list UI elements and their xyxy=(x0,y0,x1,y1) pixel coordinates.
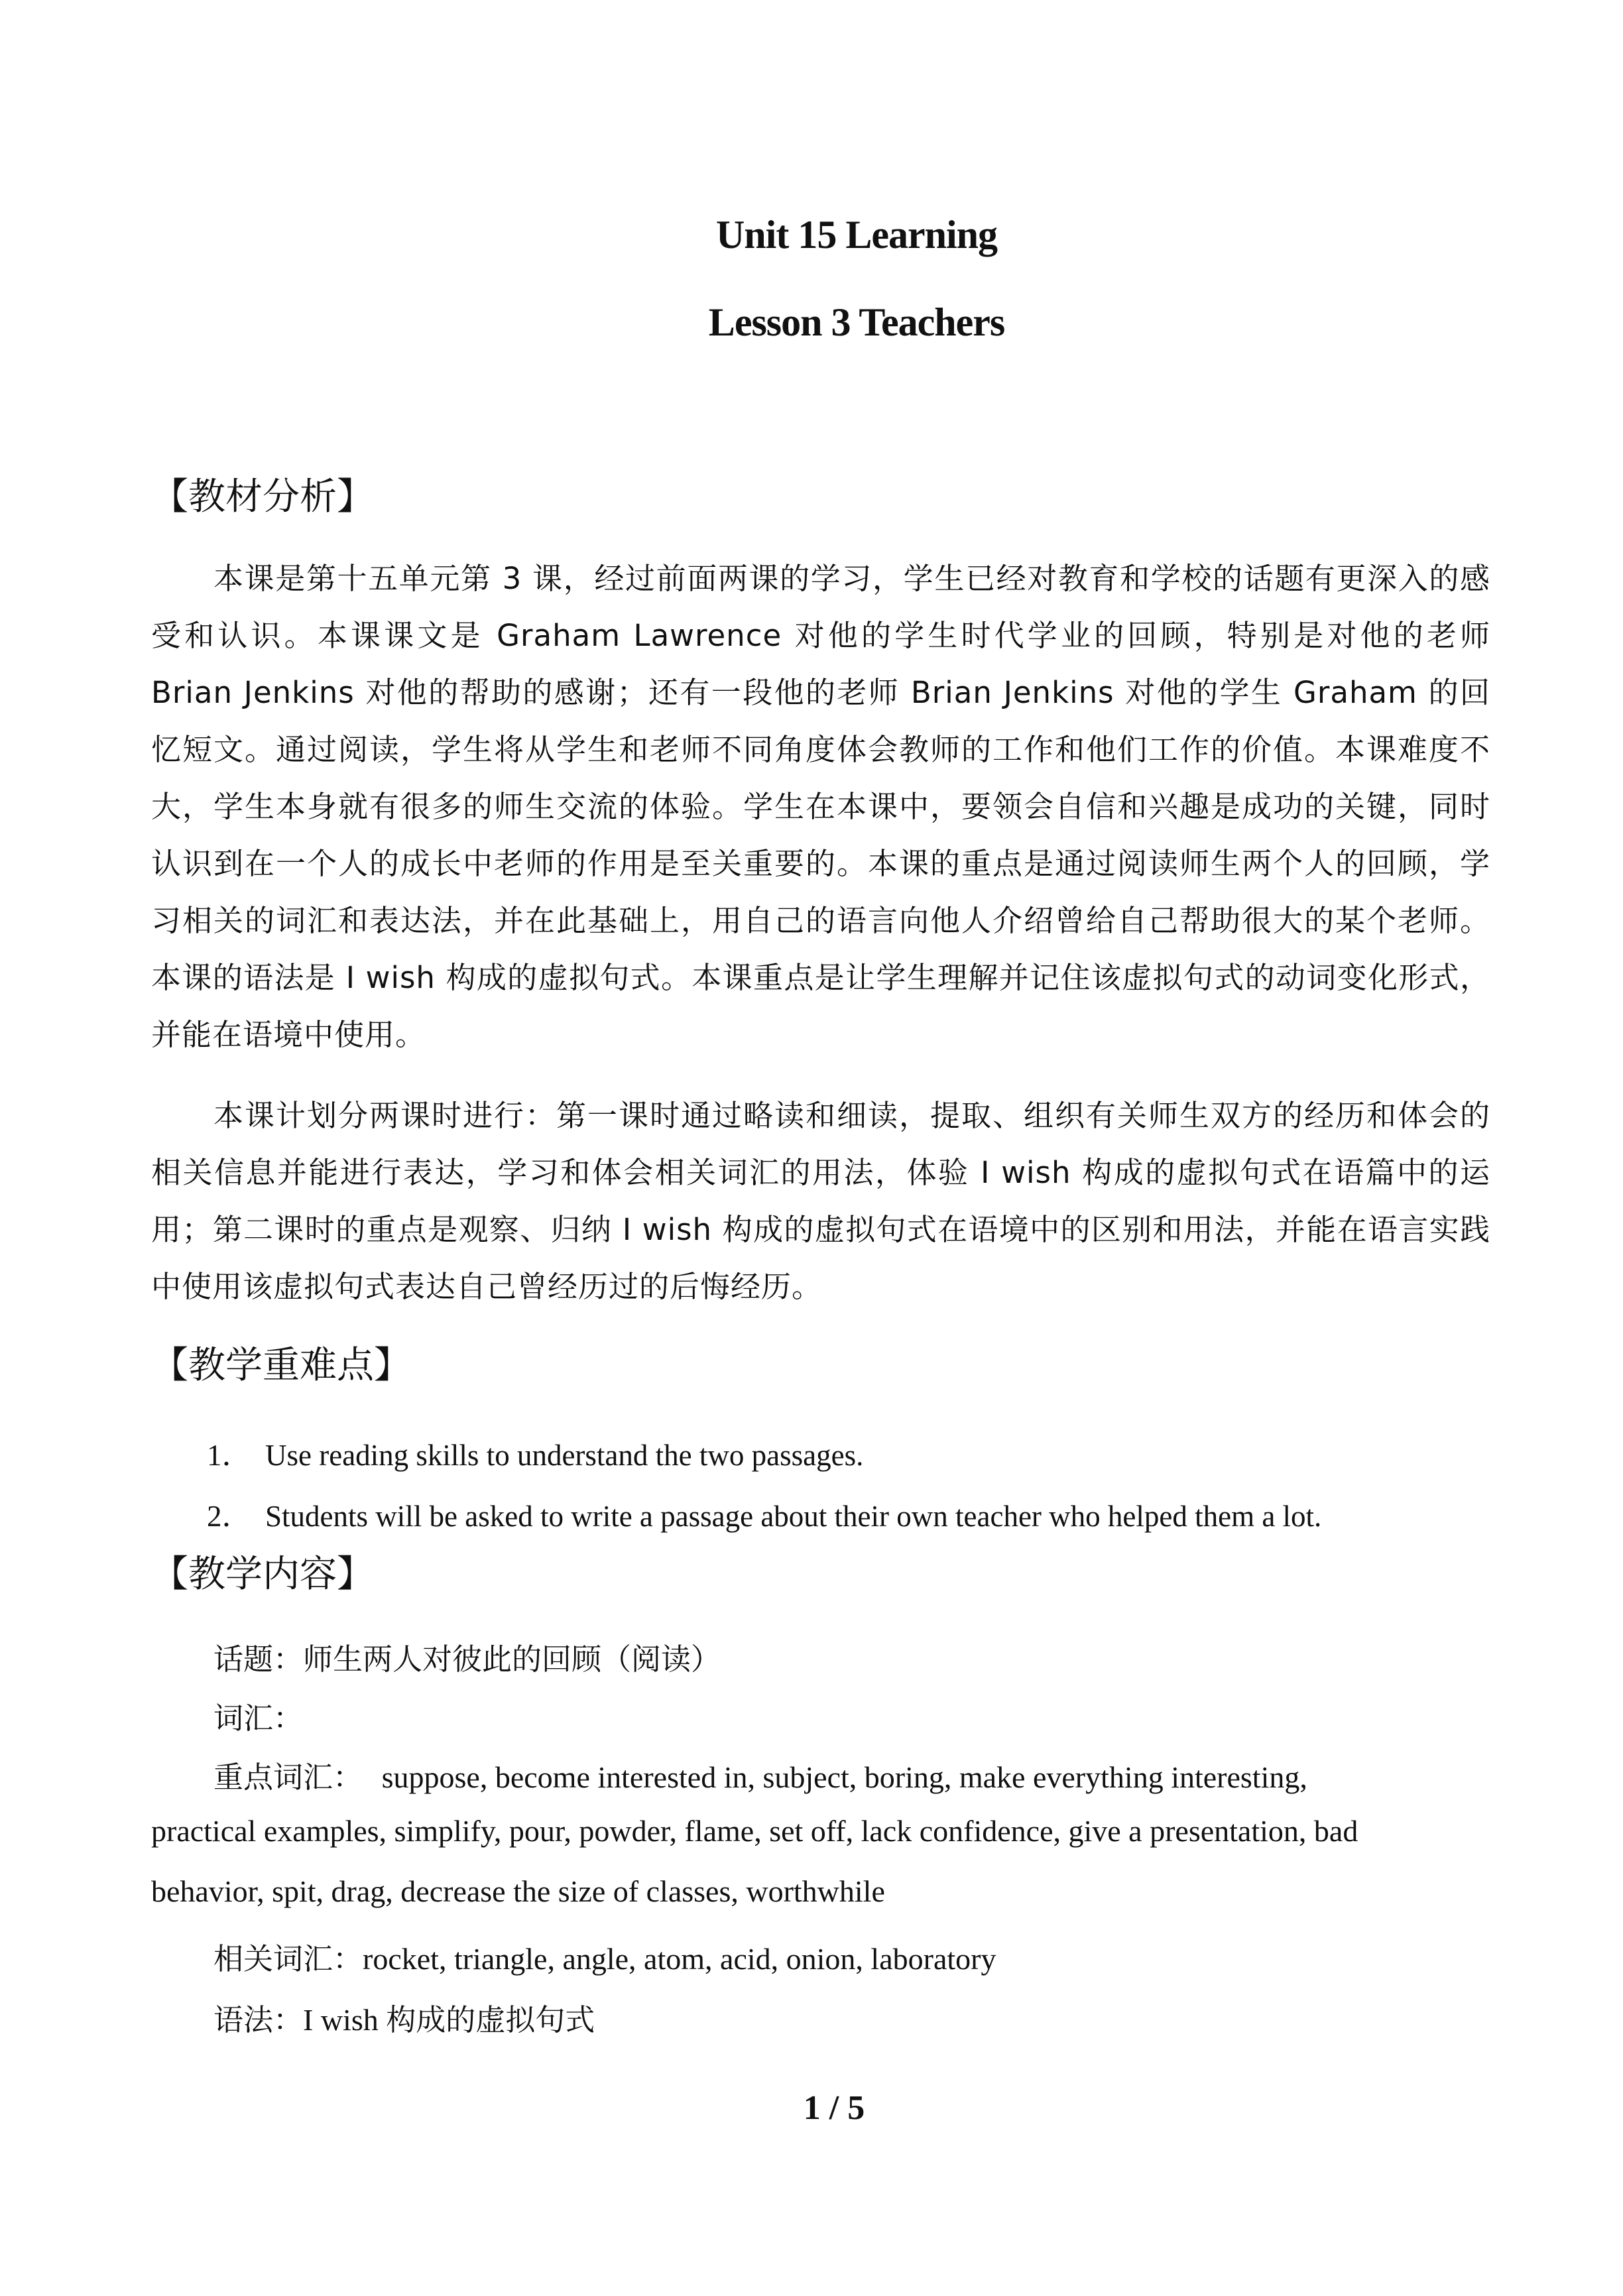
topic-value: 师生两人对彼此的回顾（阅读） xyxy=(303,1642,721,1677)
paragraph-text: 本课是第十五单元第 3 课，经过前面两课的学习，学生已经对教育和学校的话题有更深入的感受和认识。本课课文是 Graham Lawrence 对他的学生时代学业的回顾，特别是对他的老师 Brian Jenkins 对他的帮助的感谢；还有一段他的老师 Brian Jenkins 对他的学生 Graham 的回忆短文。通过阅读，学生将从学生和老师不同角度体会教师的工作和他们工作的价值。本课难度不大，学生本身就有很多的师生交流的体验。学生在本课中，要领会自信和兴趣是成功的关键，同时认识到在一个人的成长中老师的作用是至关重要的。本课的重点是通过阅读师生两个人的回顾，学习相关的词汇和表达法，并在此基础上，用自己的语言向他人介绍曾给自己帮助很大的某个老师。本课的语法是 I wish 构成的虚拟句式。本课重点是让学生理解并记住该虚拟句式的动词变化形式，并能在语境中使用。 xyxy=(151,561,1490,1052)
grammar-label: 语法： xyxy=(213,2002,304,2037)
analysis-heading: 【教材分析】 xyxy=(151,475,374,518)
topic-line xyxy=(213,1635,721,1678)
list-text: Use reading skills to understand the two passages. xyxy=(265,1439,864,1472)
vocab-label: 词汇： xyxy=(213,1701,304,1736)
key-point-item xyxy=(207,1492,1321,1535)
unit-title: Unit 15 Learning xyxy=(715,213,998,257)
key-vocab-line-continued xyxy=(151,1874,885,1909)
paragraph-text: 本课计划分两课时进行：第一课时通过略读和细读，提取、组织有关师生双方的经历和体会的相关信息并能进行表达，学习和体会相关词汇的用法，体验 I wish 构成的虚拟句式在语篇中的运用；第二课时的重点是观察、归纳 I wish 构成的虚拟句式在语境中的区别和用法，并能在语言实践中使用该虚拟句式表达自己曾经历过的后悔经历。 xyxy=(151,1098,1490,1304)
page-number: 1 / 5 xyxy=(803,2089,865,2127)
related-vocab-label: 相关词汇： xyxy=(213,1941,363,1976)
key-vocab-label: 重点词汇： xyxy=(213,1760,363,1795)
list-number: 2． xyxy=(207,1500,252,1533)
grammar-rest: 构成的虚拟句式 xyxy=(386,2002,595,2037)
list-number: 1． xyxy=(207,1439,252,1472)
analysis-paragraph-2 xyxy=(151,1087,1490,1315)
topic-label: 话题： xyxy=(213,1642,304,1677)
content-heading: 【教学内容】 xyxy=(151,1553,374,1596)
key-vocab-line xyxy=(213,1753,1307,1796)
key-points-heading: 【教学重难点】 xyxy=(151,1344,411,1387)
key-vocab-words-3: behavior, spit, drag, decrease the size of classes, worthwhile xyxy=(151,1874,885,1908)
analysis-paragraph-1 xyxy=(151,550,1490,1063)
list-text: Students will be asked to write a passage about their own teacher who helped them a lot. xyxy=(265,1500,1322,1533)
grammar-line xyxy=(213,1996,595,2039)
key-vocab-words-2: practical examples, simplify, pour, powder, flame, set off, lack confidence, give a presentation, bad xyxy=(151,1814,1358,1848)
key-vocab-line-continued xyxy=(151,1813,1358,1848)
grammar-latin: I wish xyxy=(303,2003,387,2037)
vocab-line xyxy=(213,1694,303,1737)
key-point-item xyxy=(207,1431,863,1474)
related-vocab-line xyxy=(213,1935,996,1978)
lesson-title: Lesson 3 Teachers xyxy=(708,300,1005,344)
related-vocab-words: rocket, triangle, angle, atom, acid, onion, laboratory xyxy=(363,1942,996,1976)
key-vocab-words-1: suppose, become interested in, subject, boring, make everything interesting, xyxy=(381,1760,1307,1794)
